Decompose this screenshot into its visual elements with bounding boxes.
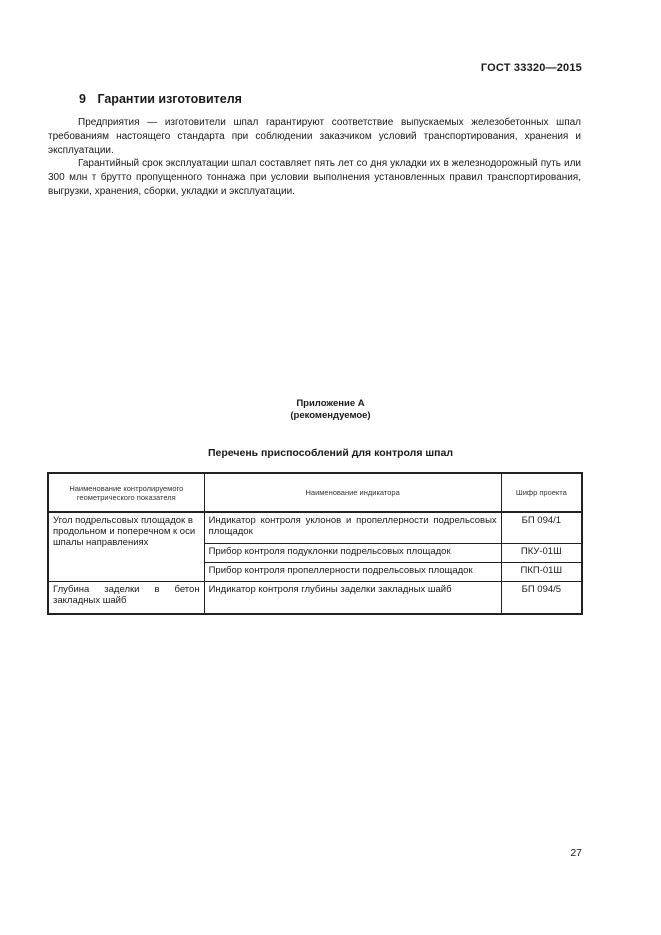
- document-header-code: ГОСТ 33320—2015: [480, 62, 582, 74]
- table-row: [48, 512, 582, 544]
- code-cell: ПКУ-01Ш: [501, 544, 582, 563]
- section-number: 9: [79, 92, 86, 106]
- page-number: 27: [570, 847, 582, 859]
- paragraph-warranty-period: Гарантийный срок эксплуатации шпал составляет пять лет со дня укладки их в железнодорожный путь или 300 млн т брутто пропущенного тоннажа при условии выполнения установленных правил транспортирования, выгрузки, хранения, сборки, укладки и эксплуатации.: [48, 158, 581, 197]
- paragraph-guarantee-compliance: Предприятия — изготовители шпал гарантируют соответствие выпускаемых железобетонных шпал требованиям настоящего стандарта при соблюдении заказчиком условий транспортирования, хранения и эксплуатации.: [48, 117, 581, 156]
- indicator-cell: Прибор контроля пропеллерности подрельсовых площадок: [204, 563, 501, 582]
- indicator-cell: Индикатор контроля глубины заделки закладных шайб: [204, 582, 501, 615]
- table-header-row: [48, 473, 582, 512]
- code-cell: БП 094/1: [501, 512, 582, 544]
- annex-heading: [0, 398, 661, 422]
- code-cell: БП 094/5: [501, 582, 582, 615]
- section-heading: [79, 92, 242, 106]
- table-row: [48, 582, 582, 615]
- annex-status: (рекомендуемое): [290, 410, 371, 421]
- annex-title: Приложение А: [296, 398, 365, 409]
- code-cell: ПКП-01Ш: [501, 563, 582, 582]
- tools-table: [47, 472, 583, 615]
- section-title: Гарантии изготовителя: [97, 92, 242, 106]
- header-indicator: Наименование индикатора: [204, 473, 501, 512]
- header-project-code: Шифр проекта: [501, 473, 582, 512]
- indicator-cell: Прибор контроля подуклонки подрельсовых площадок: [204, 544, 501, 563]
- indicator-cell: Индикатор контроля уклонов и пропеллерности подрельсовых площадок: [204, 512, 501, 544]
- parameter-cell: Угол подрельсовых площадок в продольном и поперечном к оси шпалы направлениях: [48, 512, 204, 582]
- parameter-cell: Глубина заделки в бетон закладных шайб: [48, 582, 204, 615]
- header-parameter: Наименование контролируемого геометрического показателя: [48, 473, 204, 512]
- table-caption: Перечень приспособлений для контроля шпал: [208, 447, 453, 459]
